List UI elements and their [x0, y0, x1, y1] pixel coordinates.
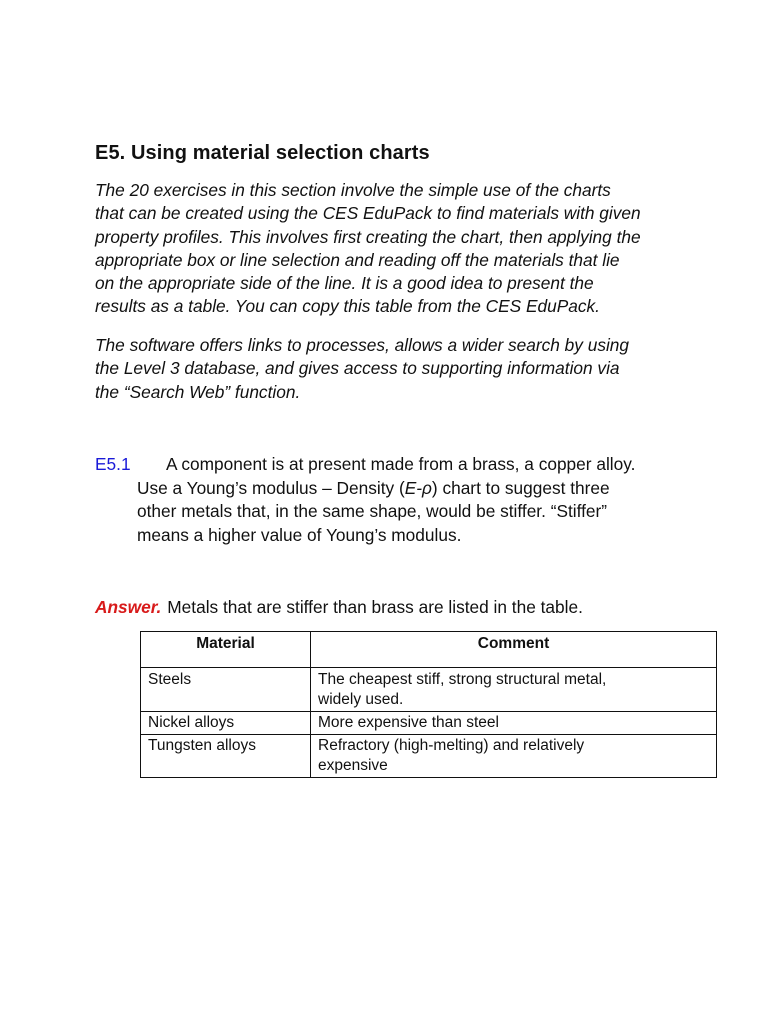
- comment-line: Refractory (high-melting) and relatively: [318, 737, 585, 754]
- intro-line: results as a table. You can copy this table from the CES EduPack.: [95, 296, 600, 317]
- comment-line: The cheapest stiff, strong structural metal,: [318, 671, 607, 688]
- intro-line: The software offers links to processes, allows a wider search by using: [95, 335, 630, 355]
- header-material: Material: [141, 632, 311, 668]
- table-row: [141, 735, 717, 778]
- table-header-row: [141, 632, 717, 668]
- section-title: E5. Using material selection charts: [95, 142, 430, 164]
- materials-table: [140, 631, 717, 778]
- cell-comment: [311, 735, 717, 778]
- answer-line: [95, 597, 583, 618]
- comment-line: More expensive than steel: [318, 714, 499, 731]
- intro-line: appropriate box or line selection and reading off the materials that lie: [95, 249, 620, 270]
- exercise-number: E5.1: [95, 454, 131, 474]
- cell-material: Nickel alloys: [141, 712, 311, 735]
- answer-text: Metals that are stiffer than brass are listed in the table.: [167, 597, 583, 617]
- exercise-line-1: A component is at present made from a brass, a copper alloy.: [166, 454, 636, 474]
- table-row: [141, 712, 717, 735]
- table-row: [141, 668, 717, 712]
- intro-paragraph-2: [95, 334, 735, 404]
- intro-line: on the appropriate side of the line. It is a good idea to present the: [95, 273, 594, 294]
- cell-comment: [311, 712, 717, 735]
- cell-material: Steels: [141, 668, 311, 712]
- exercise-line-2-after: ) chart to suggest three: [431, 477, 610, 498]
- exercise-block: [95, 453, 735, 547]
- exercise-line-2-before: Use a Young’s modulus – Density (: [137, 477, 405, 498]
- cell-material: Tungsten alloys: [141, 735, 311, 778]
- exercise-first-line: [95, 453, 735, 477]
- exercise-line-4: means a higher value of Young’s modulus.: [137, 524, 462, 545]
- intro-line: property profiles. This involves first creating the chart, then applying the: [95, 226, 641, 247]
- intro-line: The 20 exercises in this section involve the simple use of the charts: [95, 180, 611, 200]
- exercise-line-2: [95, 477, 735, 501]
- e-rho-symbol: E-ρ: [404, 477, 432, 498]
- intro-line: the “Search Web” function.: [95, 381, 301, 402]
- exercise-line-3: other metals that, in the same shape, would be stiffer. “Stiffer”: [137, 501, 608, 521]
- intro-line: that can be created using the CES EduPack to find materials with given: [95, 203, 641, 224]
- intro-line: the Level 3 database, and gives access to supporting information via: [95, 358, 620, 379]
- cell-comment: [311, 668, 717, 712]
- intro-paragraph-1: [95, 179, 735, 319]
- comment-line: widely used.: [318, 691, 404, 708]
- header-comment: Comment: [311, 632, 717, 668]
- comment-line: expensive: [318, 757, 388, 774]
- answer-label: Answer.: [95, 597, 162, 617]
